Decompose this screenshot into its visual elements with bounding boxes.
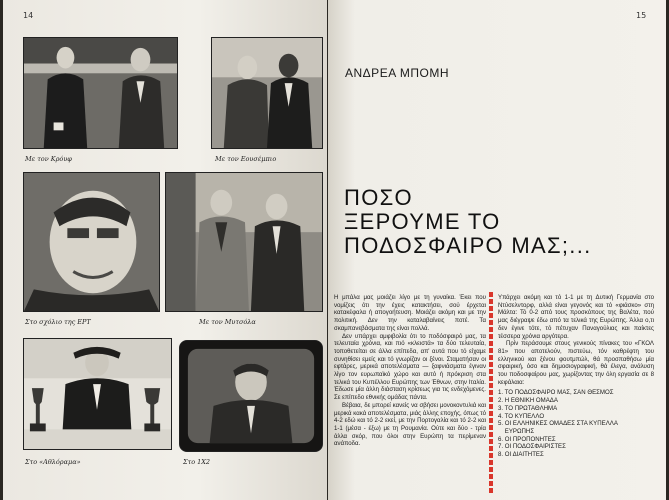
photo-ert (23, 172, 160, 312)
title-line-2: ΞΕΡΟΥΜΕ ΤΟ (344, 209, 501, 234)
chapter-list (498, 389, 654, 458)
photo-mitsolas (165, 172, 323, 312)
caption-cruyff: Με τον Κρόυφ (25, 155, 72, 163)
chapter-item: 5. ΟΙ ΕΛΛΗΝΙΚΕΣ ΟΜΑΔΕΣ ΣΤΑ ΚΥΠΕΛΛΑ (498, 420, 618, 428)
col1-paragraph: Η μπάλα μας μοιάζει λίγο με τη γυναίκα. Έκει που νομίζεις ότι την έχεις κατακτήσει, σού έρχεται κατακέφαλα ή απογοήτευση. Μοιάζει ακόμη και με την πολιτική. Δεν την καταλαβαίνεις ποτέ. Τα σκαμπανεβάσματα της είναι πολλά. (334, 294, 486, 332)
chapter-item: 6. ΟΙ ΠΡΟΠΟΝΗΤΕΣ (498, 435, 556, 443)
left-page (3, 0, 327, 500)
title-line-3: ΠΟΔΟΣΦΑΙΡΟ ΜΑΣ;... (344, 233, 592, 258)
photo-eusebio (211, 37, 323, 149)
caption-eusebio: Με τον Εουσέμπιο (215, 155, 277, 163)
chapter-item: 2. Η ΕΘΝΙΚΗ ΟΜΑΔΑ (498, 397, 558, 405)
caption-athlorama: Στο «Αθλόραμα» (25, 458, 81, 466)
chapter-item: 8. ΟΙ ΔΙΑΙΤΗΤΕΣ (498, 451, 544, 459)
chapter-item: 7. ΟΙ ΠΟΔΟΣΦΑΙΡΙΣΤΕΣ (498, 443, 566, 451)
article-author: ΑΝΔΡΕΑ ΜΠΟΜΗ (345, 66, 450, 80)
caption-mitsolas: Με τον Μυτσόλα (199, 318, 256, 326)
page-number-left: 14 (23, 11, 34, 20)
article-column-2 (498, 294, 654, 459)
page-number-right: 15 (636, 11, 647, 20)
article-column-1 (334, 294, 486, 448)
col2-paragraph: Υπάρχει ακόμη και τό 1-1 με τη Δυτική Γερμανία στο Ντύσελντορφ, αλλά είναι γεγονός και τό «φιάσκο» στη Μάλτα: Τό 0-2 από τους προσκόπους της Βαλέτα, πού μας διέγραψε έδω από τα τελικά της Ευρώπης. Άλλα ο,τι δεν έγινε τότε, τό πέτυχαν Παναγούλιας και παίκτες τέσσερα χρόνια αργότερα. (498, 294, 654, 340)
title-line-1: ΠΟΣΟ (344, 185, 413, 210)
caption-ert: Στο σχόλιο της ΕΡΤ (25, 318, 91, 326)
photo-athlorama (23, 338, 172, 450)
article-title (344, 186, 592, 258)
red-divider-rule (489, 292, 493, 494)
caption-1x2: Στο 1Χ2 (183, 458, 211, 466)
col1-paragraph: Δεν υπάρχει αμφιβολία ότι το ποδόσφαιρό μας, τα τελευταία χρόνια, και πιό «κλειστά» τα δύο τελευταία, τοποθετείται σε άλλα επίπεδα, απ' αυτά που τό είχαμε συνηθίσει εμείς και τό γνωρίζαν οι ξένοι. Σταματήσαν οι εφτάρες, μερικά αποτελέσματα — ξαφνιάσματα έγιναν λίγο τον ευρωπαϊκό χώρο και αυτό ή πρόκριση στα τελικά του Κυπέλλου Ευρώπης των Έθνων, στην Ιταλία. Έδωσε μία άλλη διάσταση κρίσεως για τις ενδεχόμενες. Σε επίπεδο εθνικής ομάδας πάντα. (334, 332, 486, 402)
chapter-item: 3. ΤΟ ΠΡΩΤΑΘΛΗΜΑ (498, 404, 558, 412)
chapter-item: ΕΥΡΩΠΗΣ (498, 427, 535, 435)
photo-1x2 (179, 340, 323, 452)
photo-cruyff (23, 37, 178, 149)
col2-paragraph: Πρίν περάσουμε στους γενικούς πίνακες του «ΓΚΟΛ 81» που αποτελούν, πιστεύω, τόν καθρέφτη του ελληνικού και ξένου φουτμπώλ, θά προσπαθήσω μία σφαιρική, όσο και δημοσιογραφική, θά έλεγα, ανάλυση του ποδοσφαίρου μας, χωρίζοντας την όλη εργασία σε 8 κεφάλαια: (498, 340, 654, 386)
chapter-item: 4. ΤΟ ΚΥΠΕΛΛΟ (498, 412, 545, 420)
chapter-item: 1. ΤΟ ΠΟΔΟΣΦΑΙΡΟ ΜΑΣ, ΣΑΝ ΘΕΣΜΟΣ (498, 389, 614, 397)
right-page (328, 0, 666, 500)
col1-paragraph: Βέβαια, δε μπορεί κανείς να σβήσει μονοκοντυλιά και μερικά κακά αποτελέσματα, μιάς άλλης εποχής, όπως τό 4-2 εδώ και τό 2-2 εκεί, με την Πορτογαλία και τό 2-2 και 1-1 (μέσα - έξω) με τη Ρουμανία. Ούτε και δύο - τρία άλλα σκόρ, που όλοι στην Ευρώπη τα περίμεναν ανάποδα. (334, 401, 487, 448)
